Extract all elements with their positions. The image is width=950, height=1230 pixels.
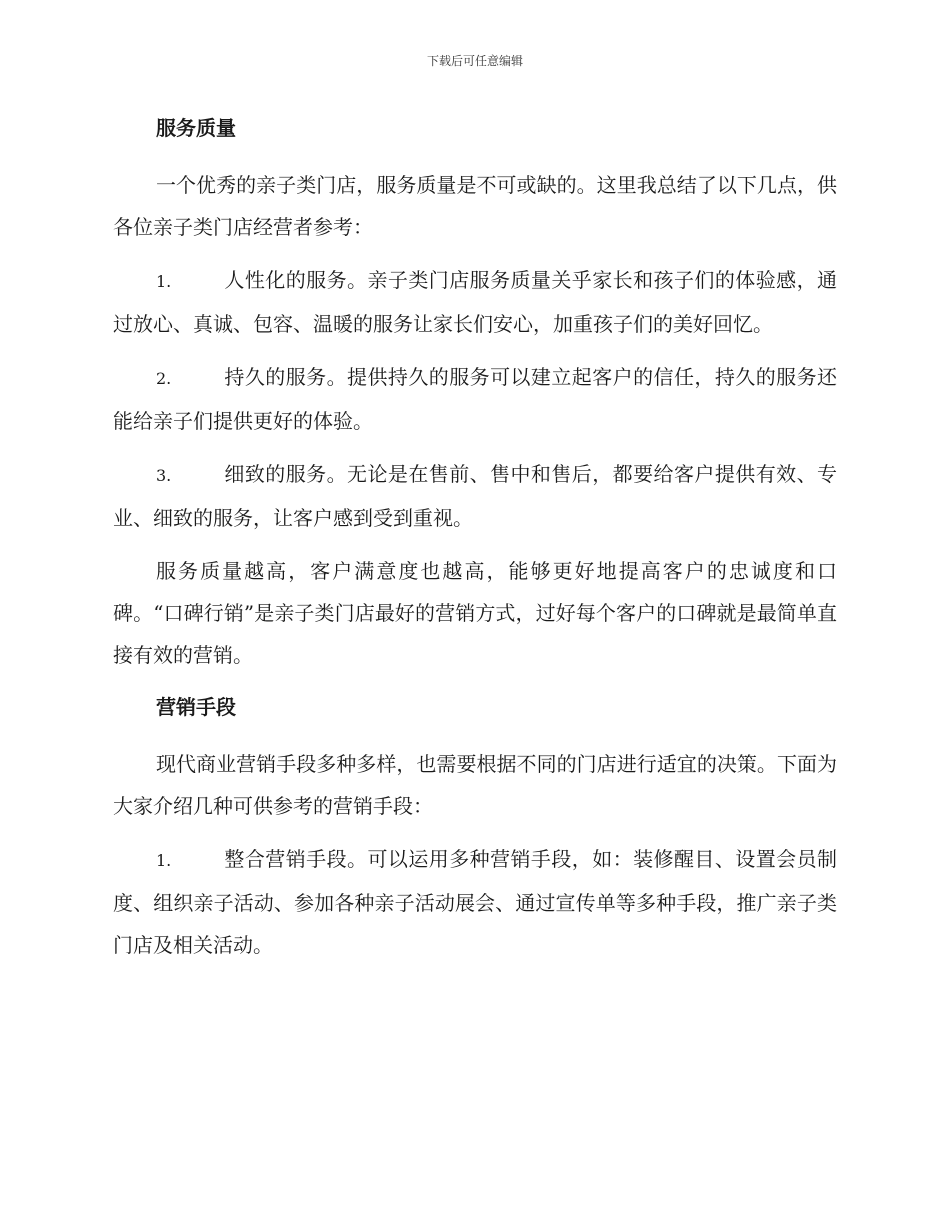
service-list-item-2	[113, 356, 837, 442]
document-body	[113, 108, 837, 977]
service-list-item-3	[113, 453, 837, 539]
page-header: 下载后可任意编辑	[426, 54, 523, 68]
list-number: 3.	[156, 466, 172, 485]
list-number: 1.	[156, 272, 172, 291]
list-number: 2.	[156, 369, 172, 388]
service-quality-conclusion: 服务质量越高，客户满意度也越高，能够更好地提高客户的忠诚度和口碑。“口碑行销”是亲子类门店最好的营销方式，过好每个客户的口碑就是最简单直接有效的营销。	[113, 559, 837, 667]
list-number: 1.	[156, 851, 172, 870]
list-item-text: 持久的服务。提供持久的服务可以建立起客户的信任，持久的服务还能给亲子们提供更好的体验。	[113, 365, 837, 433]
service-list-item-1	[113, 259, 837, 345]
marketing-intro: 现代商业营销手段多种多样，也需要根据不同的门店进行适宜的决策。下面为大家介绍几种可供参考的营销手段：	[113, 752, 837, 818]
list-item-text: 细致的服务。无论是在售前、售中和售后，都要给客户提供有效、专业、细致的服务，让客户感到受到重视。	[113, 462, 837, 530]
service-quality-intro: 一个优秀的亲子类门店，服务质量是不可或缺的。这里我总结了以下几点，供各位亲子类门店经营者参考：	[113, 173, 837, 239]
list-item-text: 人性化的服务。亲子类门店服务质量关乎家长和孩子们的体验感，通过放心、真诚、包容、温暖的服务让家长们安心，加重孩子们的美好回忆。	[113, 268, 837, 336]
section-heading-service-quality: 服务质量	[156, 116, 236, 140]
marketing-list-item-1	[113, 838, 837, 966]
list-item-text: 整合营销手段。可以运用多种营销手段，如：装修醒目、设置会员制度、组织亲子活动、参加各种亲子活动展会、通过宣传单等多种手段，推广亲子类门店及相关活动。	[113, 847, 837, 957]
section-heading-marketing: 营销手段	[156, 695, 236, 719]
